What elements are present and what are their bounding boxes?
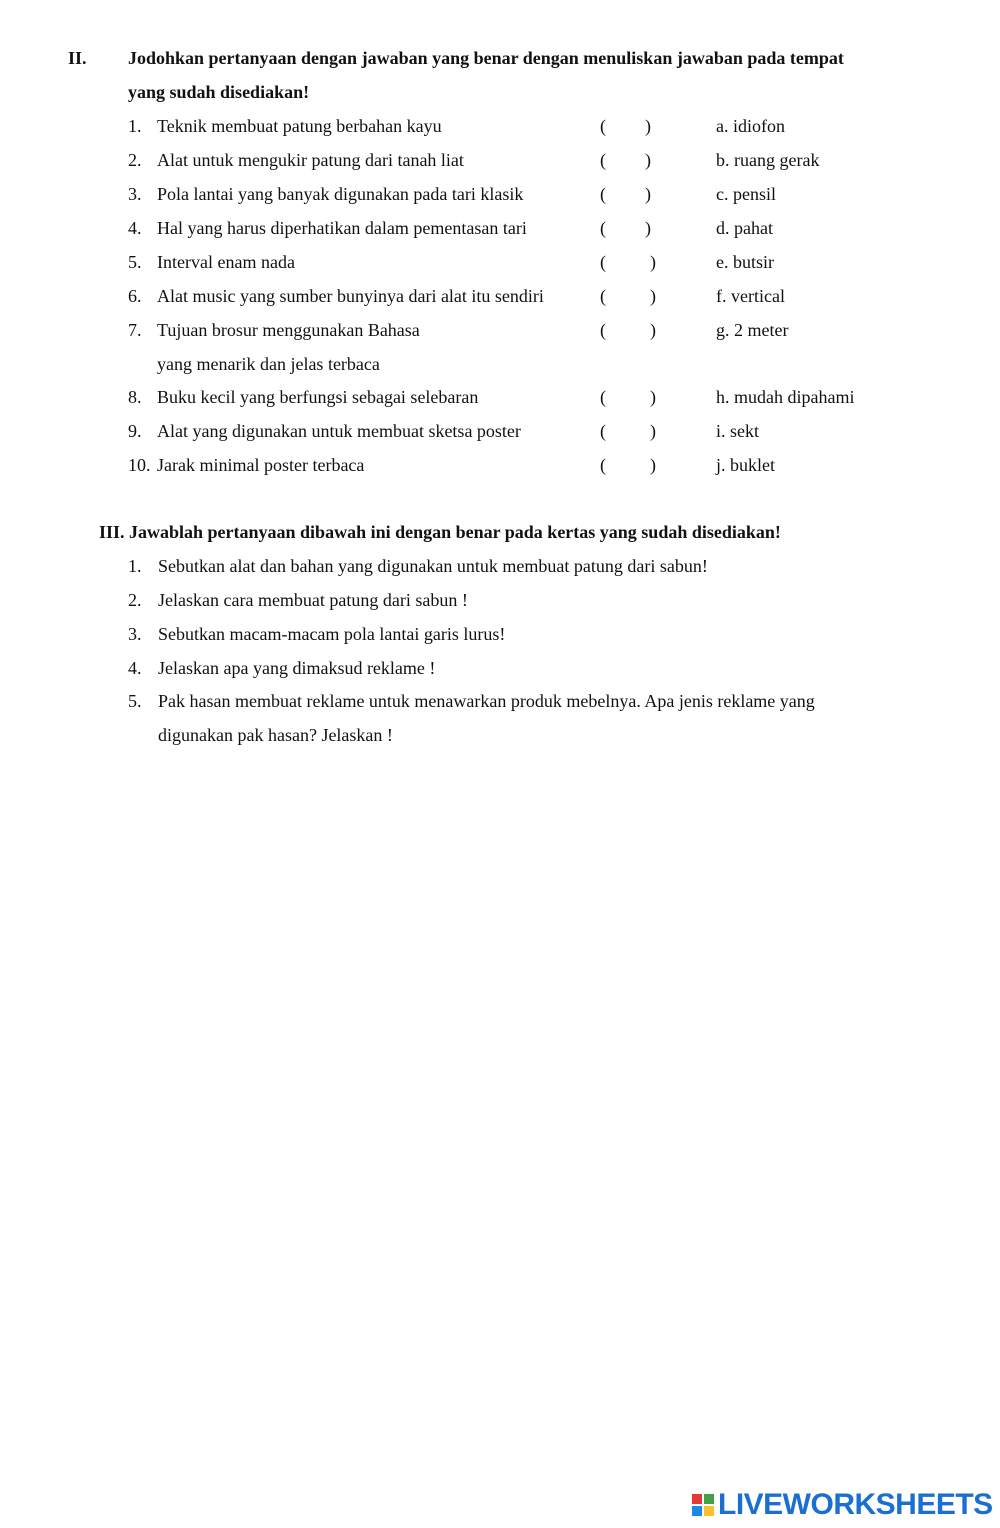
section-2-number: II. [68,48,87,68]
item-question: Sebutkan macam-macam pola lantai garis lurus! [158,624,506,644]
answer-blank-close: ) [645,184,651,204]
item-number: 5. [128,252,142,272]
item-question: Alat music yang sumber bunyinya dari alat itu sendiri [157,286,544,306]
item-question: Pola lantai yang banyak digunakan pada tari klasik [157,184,524,204]
logo-block [704,1506,714,1516]
answer-blank-close: ) [645,150,651,170]
item-question: Buku kecil yang berfungsi sebagai selebaran [157,387,479,407]
item-question: Jarak minimal poster terbaca [157,455,365,475]
item-question-continued: digunakan pak hasan? Jelaskan ! [158,725,393,745]
item-answer-option: c. pensil [716,184,776,204]
item-answer-option: h. mudah dipahami [716,387,855,407]
logo-block [692,1506,702,1516]
section-2-instruction-line2: yang sudah disediakan! [128,82,310,102]
item-question: Alat yang digunakan untuk membuat sketsa poster [157,421,521,441]
item-number: 4. [128,658,142,678]
answer-blank-open[interactable]: ( [600,184,606,204]
item-answer-option: a. idiofon [716,116,785,136]
item-answer-option: d. pahat [716,218,773,238]
item-question-continued: yang menarik dan jelas terbaca [157,354,380,374]
item-answer-option: j. buklet [716,455,775,475]
item-question: Tujuan brosur menggunakan Bahasa [157,320,420,340]
item-answer-option: i. sekt [716,421,759,441]
item-question: Jelaskan apa yang dimaksud reklame ! [158,658,436,678]
item-question: Teknik membuat patung berbahan kayu [157,116,442,136]
logo-text: LIVEWORKSHEETS [718,1488,993,1521]
item-answer-option: g. 2 meter [716,320,789,340]
section-3-title: III. Jawablah pertanyaan dibawah ini dengan benar pada kertas yang sudah disediakan! [99,522,781,542]
answer-blank-open[interactable]: ( [600,218,606,238]
item-number: 2. [128,590,142,610]
item-number: 7. [128,320,142,340]
logo-block [704,1494,714,1504]
answer-blank-open[interactable]: ( [600,455,606,475]
answer-blank-close: ) [650,421,656,441]
item-answer-option: b. ruang gerak [716,150,820,170]
item-number: 5. [128,691,142,711]
answer-blank-close: ) [650,252,656,272]
item-number: 10. [128,455,151,475]
answer-blank-close: ) [650,320,656,340]
answer-blank-open[interactable]: ( [600,116,606,136]
answer-blank-close: ) [645,116,651,136]
item-answer-option: e. butsir [716,252,774,272]
item-question: Alat untuk mengukir patung dari tanah liat [157,150,464,170]
liveworksheets-logo [692,1487,993,1523]
item-number: 9. [128,421,142,441]
item-number: 4. [128,218,142,238]
logo-blocks-icon [692,1494,714,1516]
item-question: Pak hasan membuat reklame untuk menawarkan produk mebelnya. Apa jenis reklame yang [158,691,815,711]
answer-blank-open[interactable]: ( [600,252,606,272]
logo-block [692,1494,702,1504]
item-question: Sebutkan alat dan bahan yang digunakan untuk membuat patung dari sabun! [158,556,708,576]
answer-blank-close: ) [645,218,651,238]
section-2-instruction-line1: Jodohkan pertanyaan dengan jawaban yang benar dengan menuliskan jawaban pada tempat [128,48,844,68]
item-number: 8. [128,387,142,407]
answer-blank-close: ) [650,387,656,407]
answer-blank-open[interactable]: ( [600,421,606,441]
answer-blank-close: ) [650,455,656,475]
answer-blank-open[interactable]: ( [600,320,606,340]
item-number: 1. [128,556,142,576]
answer-blank-open[interactable]: ( [600,150,606,170]
item-question: Jelaskan cara membuat patung dari sabun ! [158,590,468,610]
item-number: 3. [128,184,142,204]
item-question: Hal yang harus diperhatikan dalam pementasan tari [157,218,527,238]
item-number: 1. [128,116,142,136]
answer-blank-close: ) [650,286,656,306]
item-question: Interval enam nada [157,252,295,272]
item-number: 3. [128,624,142,644]
answer-blank-open[interactable]: ( [600,286,606,306]
item-answer-option: f. vertical [716,286,785,306]
item-number: 6. [128,286,142,306]
item-number: 2. [128,150,142,170]
answer-blank-open[interactable]: ( [600,387,606,407]
